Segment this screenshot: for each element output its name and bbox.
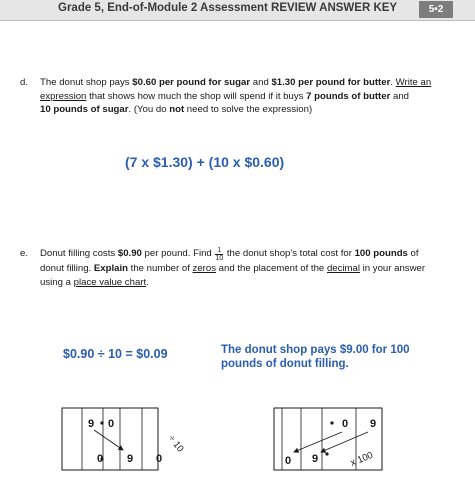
page-header bbox=[0, 0, 475, 21]
text: the donut shop's total cost for bbox=[224, 248, 355, 259]
text: and bbox=[250, 77, 272, 88]
problem-d-letter: d. bbox=[20, 77, 29, 88]
bold-text: Explain bbox=[93, 263, 128, 274]
bold-text: 10 pounds of sugar bbox=[40, 104, 129, 116]
digit: 0 bbox=[341, 418, 349, 430]
underlined-text: zeros bbox=[192, 263, 216, 274]
module-badge: 5•2 bbox=[419, 1, 453, 18]
text: that shows how much the shop will spend if it buys bbox=[86, 90, 307, 102]
text: Donut filling costs bbox=[40, 248, 118, 259]
text: . bbox=[146, 276, 149, 288]
digit: 0 bbox=[284, 455, 292, 467]
shift-arrow bbox=[321, 432, 368, 452]
page-title: Grade 5, End-of-Module 2 Assessment REVIEW ANSWER KEY bbox=[58, 2, 398, 14]
problem-e-letter: e. bbox=[20, 248, 29, 259]
digit: 9 bbox=[126, 453, 134, 465]
place-value-chart-divide bbox=[60, 404, 190, 474]
text: of donut filling. bbox=[40, 248, 419, 274]
place-value-chart-multiply bbox=[272, 404, 402, 474]
text: per pound. Find bbox=[141, 248, 215, 259]
digit: 9 bbox=[311, 453, 319, 465]
problem-e bbox=[20, 247, 440, 289]
text: the number of bbox=[128, 263, 193, 274]
arrow-label: x 100 bbox=[349, 449, 375, 469]
text: in your answer using a bbox=[40, 263, 426, 288]
bold-text: not bbox=[169, 104, 185, 116]
decimal-point bbox=[100, 421, 103, 424]
answer-e-division: $0.90 ÷ 10 = $0.09 bbox=[63, 347, 168, 361]
problem-e-text bbox=[40, 247, 440, 289]
bold-text: $1.30 per pound for butter bbox=[271, 77, 391, 88]
digit: 9 bbox=[87, 418, 95, 430]
bold-text: 100 pounds bbox=[354, 248, 408, 259]
answer-e-statement: The donut shop pays $9.00 for 100 pounds of donut filling. bbox=[221, 344, 410, 370]
bold-text: $0.60 per pound for sugar bbox=[132, 77, 251, 88]
text: . bbox=[390, 77, 396, 88]
digit: 0 bbox=[107, 418, 115, 430]
fraction-denominator: 10 bbox=[215, 255, 224, 262]
underlined-text: Write an expression bbox=[40, 77, 432, 102]
text: and the placement of the bbox=[216, 263, 327, 274]
bold-text: 7 pounds of butter bbox=[306, 90, 391, 102]
decimal-point bbox=[325, 452, 328, 455]
text: and bbox=[390, 90, 409, 102]
underlined-text: decimal bbox=[326, 263, 360, 274]
underlined-text: place value chart bbox=[73, 276, 147, 288]
shift-arrow bbox=[94, 430, 123, 450]
digit: 9 bbox=[369, 418, 377, 430]
fraction-numerator: 1 bbox=[217, 247, 222, 254]
answer-d-expression: (7 x $1.30) + (10 x $0.60) bbox=[125, 154, 285, 170]
text: need to solve the expression) bbox=[184, 104, 313, 116]
digit: 0 bbox=[155, 453, 163, 465]
bold-text: $0.90 bbox=[117, 248, 142, 259]
problem-d-text bbox=[40, 76, 440, 117]
decimal-point bbox=[330, 421, 333, 424]
fraction bbox=[215, 247, 223, 262]
digit: 0 bbox=[96, 453, 104, 465]
problem-d bbox=[20, 76, 440, 117]
arrow-label: ÷ 10 bbox=[165, 433, 186, 455]
text: . (You do bbox=[128, 104, 170, 116]
text: The donut shop pays bbox=[40, 77, 133, 88]
